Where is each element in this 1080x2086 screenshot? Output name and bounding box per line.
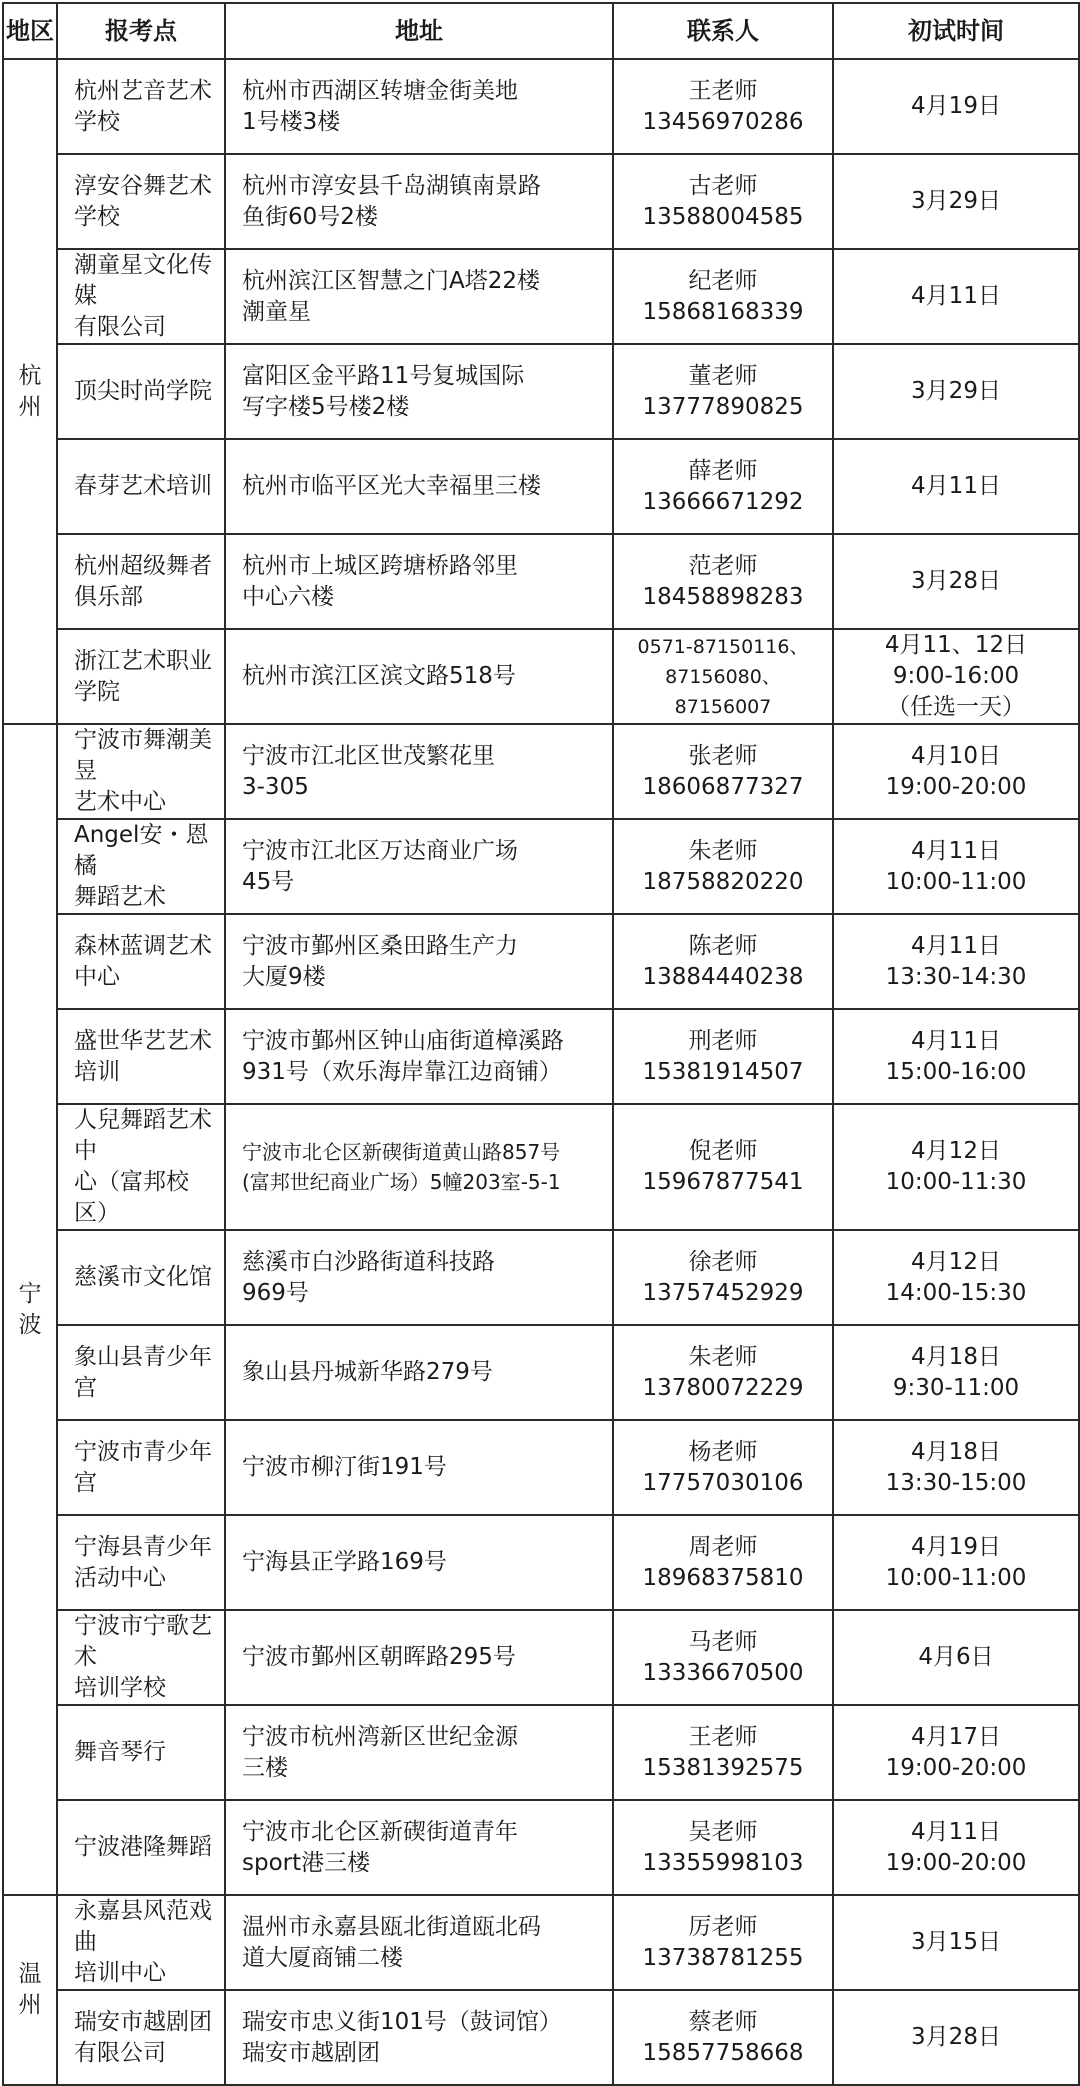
- address-cell: [225, 819, 613, 914]
- table-row: [3, 534, 1079, 629]
- region-cell: [3, 724, 57, 1895]
- address-line: 宁波市江北区万达商业广场: [242, 837, 518, 864]
- table-row: [3, 439, 1079, 534]
- contact-line: 陈老师: [688, 932, 758, 959]
- contact-line: 纪老师: [688, 267, 758, 294]
- contact-cell: [613, 534, 833, 629]
- contact-cell: [613, 1420, 833, 1515]
- address-line: 3-305: [242, 773, 309, 800]
- table-row: [3, 1009, 1079, 1104]
- table-row: [3, 59, 1079, 154]
- address-cell: [225, 59, 613, 154]
- time-line: 4月12日: [911, 1138, 1001, 1164]
- site-cell: [57, 1420, 225, 1515]
- time-line: 13:30-14:30: [885, 963, 1027, 990]
- time-line: 3月28日: [911, 568, 1001, 594]
- region-label: 宁波: [18, 1280, 42, 1338]
- contact-line: 87156080、87156007: [665, 665, 781, 718]
- header-time: 初试时间: [833, 3, 1079, 59]
- address-cell: [225, 1705, 613, 1800]
- time-cell: [833, 819, 1079, 914]
- site-line: 盛世华艺艺术: [74, 1027, 212, 1054]
- site-line: 俱乐部: [74, 583, 143, 610]
- address-cell: [225, 914, 613, 1009]
- contact-cell: [613, 439, 833, 534]
- contact-cell: [613, 59, 833, 154]
- time-line: 4月6日: [918, 1644, 994, 1670]
- contact-line: 徐老师: [688, 1248, 758, 1275]
- site-cell: [57, 1230, 225, 1325]
- contact-line: 13666671292: [642, 488, 804, 515]
- time-cell: [833, 1705, 1079, 1800]
- time-cell: [833, 1895, 1079, 1990]
- site-line: 中心: [74, 963, 120, 990]
- table-row: [3, 1104, 1079, 1230]
- contact-cell: [613, 1705, 833, 1800]
- address-line: 大厦9楼: [242, 963, 326, 990]
- contact-line: 15868168339: [642, 298, 804, 325]
- address-line: 杭州市西湖区转塘金街美地: [242, 77, 518, 104]
- site-line: 活动中心: [74, 1564, 166, 1591]
- contact-line: 王老师: [688, 77, 758, 104]
- contact-line: 18758820220: [642, 868, 804, 895]
- table-row: [3, 914, 1079, 1009]
- address-line: 杭州市滨江区滨文路518号: [242, 663, 516, 689]
- time-line: 9:30-11:00: [892, 1374, 1020, 1401]
- table-row: [3, 1515, 1079, 1610]
- contact-line: 刑老师: [688, 1027, 758, 1054]
- site-line: 有限公司: [74, 314, 166, 340]
- address-line: 宁波市鄞州区钟山庙街道樟溪路: [242, 1027, 564, 1054]
- site-line: 培训学校: [74, 1675, 166, 1701]
- time-line: 14:00-15:30: [885, 1279, 1027, 1306]
- site-line: 学校: [74, 108, 120, 135]
- time-line: 4月19日: [911, 1533, 1001, 1560]
- table-row: [3, 819, 1079, 914]
- time-line: 19:00-20:00: [885, 1849, 1027, 1876]
- time-line: 4月12日: [911, 1248, 1001, 1275]
- contact-line: 13780072229: [642, 1374, 804, 1401]
- address-cell: [225, 249, 613, 344]
- site-cell: [57, 1705, 225, 1800]
- site-cell: [57, 914, 225, 1009]
- site-line: Angel安・恩橘: [74, 822, 209, 879]
- contact-line: 范老师: [688, 552, 758, 579]
- contact-cell: [613, 1009, 833, 1104]
- time-cell: [833, 154, 1079, 249]
- contact-cell: [613, 154, 833, 249]
- contact-line: 18606877327: [642, 773, 804, 800]
- contact-line: 蔡老师: [688, 2008, 758, 2035]
- site-cell: [57, 629, 225, 724]
- address-line: 杭州滨江区智慧之门A塔22楼: [242, 267, 541, 294]
- contact-line: 13777890825: [642, 393, 804, 420]
- contact-cell: [613, 819, 833, 914]
- time-line: 4月18日: [911, 1438, 1001, 1465]
- time-line: 10:00-11:30: [885, 1169, 1027, 1195]
- site-cell: [57, 154, 225, 249]
- exam-sites-table: [2, 2, 1080, 2086]
- address-line: 宁波市北仑区新碶街道黄山路857号: [242, 1140, 561, 1164]
- time-cell: [833, 1515, 1079, 1610]
- contact-line: 15381914507: [642, 1058, 804, 1085]
- site-line: 浙江艺术职业: [74, 647, 212, 674]
- time-cell: [833, 1104, 1079, 1230]
- site-cell: [57, 1009, 225, 1104]
- contact-line: 厉老师: [688, 1913, 758, 1940]
- time-line: 10:00-11:00: [885, 1564, 1027, 1591]
- address-line: 杭州市上城区跨塘桥路邻里: [242, 552, 518, 579]
- table-row: [3, 1895, 1079, 1990]
- time-line: 4月11日: [911, 473, 1001, 499]
- contact-cell: [613, 629, 833, 724]
- site-cell: [57, 249, 225, 344]
- time-cell: [833, 344, 1079, 439]
- contact-cell: [613, 1325, 833, 1420]
- site-line: 森林蓝调艺术: [74, 932, 212, 959]
- address-cell: [225, 1610, 613, 1705]
- contact-line: 18458898283: [642, 583, 804, 610]
- site-line: 慈溪市文化馆: [74, 1264, 212, 1290]
- time-line: 13:30-15:00: [885, 1469, 1027, 1496]
- site-line: 瑞安市越剧团: [74, 2008, 212, 2035]
- site-line: 学院: [74, 678, 120, 705]
- address-line: 富阳区金平路11号复城国际: [242, 362, 525, 389]
- time-cell: [833, 1230, 1079, 1325]
- address-line: 宁波市江北区世茂繁花里: [242, 742, 495, 769]
- table-row: [3, 724, 1079, 819]
- contact-line: 朱老师: [688, 1343, 758, 1370]
- contact-line: 13588004585: [642, 203, 804, 230]
- site-line: 象山县青少年宫: [74, 1343, 212, 1401]
- time-line: 19:00-20:00: [885, 1754, 1027, 1781]
- address-line: 慈溪市白沙路街道科技路: [242, 1248, 495, 1275]
- table-row: [3, 1705, 1079, 1800]
- site-cell: [57, 724, 225, 819]
- table-row: [3, 1325, 1079, 1420]
- time-line: 15:00-16:00: [885, 1058, 1027, 1085]
- address-cell: [225, 534, 613, 629]
- address-line: sport港三楼: [242, 1849, 371, 1876]
- address-cell: [225, 344, 613, 439]
- contact-cell: [613, 249, 833, 344]
- site-line: 学校: [74, 203, 120, 230]
- site-cell: [57, 59, 225, 154]
- site-line: 艺术中心: [74, 789, 166, 815]
- address-line: (富邦世纪商业广场）5幢203室-5-1: [242, 1170, 561, 1194]
- time-cell: [833, 914, 1079, 1009]
- contact-line: 13757452929: [642, 1279, 804, 1306]
- time-cell: [833, 249, 1079, 344]
- site-line: 杭州超级舞者: [74, 552, 212, 579]
- address-cell: [225, 1230, 613, 1325]
- address-line: 宁波市柳汀街191号: [242, 1454, 447, 1480]
- time-cell: [833, 59, 1079, 154]
- address-cell: [225, 1104, 613, 1230]
- site-cell: [57, 1895, 225, 1990]
- table-row: [3, 249, 1079, 344]
- time-line: 3月15日: [911, 1929, 1001, 1955]
- site-line: 宁波市青少年宫: [74, 1438, 212, 1496]
- contact-cell: [613, 1800, 833, 1895]
- contact-cell: [613, 1990, 833, 2085]
- contact-line: 薛老师: [688, 457, 758, 484]
- contact-cell: [613, 1610, 833, 1705]
- time-cell: [833, 534, 1079, 629]
- contact-line: 张老师: [688, 742, 758, 769]
- contact-cell: [613, 1895, 833, 1990]
- site-line: 宁波港隆舞蹈: [74, 1834, 212, 1860]
- region-cell: [3, 1895, 57, 2085]
- time-cell: [833, 1420, 1079, 1515]
- contact-line: 13456970286: [642, 108, 804, 135]
- site-line: 培训中心: [74, 1960, 166, 1986]
- table-row: [3, 1990, 1079, 2085]
- site-cell: [57, 534, 225, 629]
- address-cell: [225, 1009, 613, 1104]
- time-cell: [833, 1009, 1079, 1104]
- header-address: 地址: [225, 3, 613, 59]
- address-line: 969号: [242, 1279, 309, 1306]
- site-line: 永嘉县风范戏曲: [74, 1898, 212, 1955]
- address-cell: [225, 439, 613, 534]
- time-cell: [833, 439, 1079, 534]
- address-cell: [225, 724, 613, 819]
- address-line: 瑞安市越剧团: [242, 2039, 380, 2066]
- site-cell: [57, 344, 225, 439]
- address-line: 杭州市淳安县千岛湖镇南景路: [242, 172, 541, 199]
- header-contact: 联系人: [613, 3, 833, 59]
- table-row: [3, 629, 1079, 724]
- site-cell: [57, 1610, 225, 1705]
- address-line: 象山县丹城新华路279号: [242, 1359, 493, 1385]
- address-line: 宁海县正学路169号: [242, 1549, 447, 1575]
- contact-cell: [613, 1230, 833, 1325]
- contact-cell: [613, 1104, 833, 1230]
- time-line: 3月28日: [911, 2024, 1001, 2050]
- address-cell: [225, 154, 613, 249]
- address-line: 杭州市临平区光大幸福里三楼: [242, 473, 541, 499]
- table-header-row: [3, 3, 1079, 59]
- time-line: 4月17日: [911, 1723, 1001, 1750]
- time-cell: [833, 724, 1079, 819]
- site-line: 舞音琴行: [74, 1739, 166, 1765]
- time-cell: [833, 1325, 1079, 1420]
- address-line: 三楼: [242, 1754, 288, 1781]
- time-cell: [833, 1610, 1079, 1705]
- site-line: 宁海县青少年: [74, 1533, 212, 1560]
- contact-line: 董老师: [688, 362, 758, 389]
- contact-line: 13355998103: [642, 1849, 804, 1876]
- site-cell: [57, 1325, 225, 1420]
- time-line: 3月29日: [911, 188, 1001, 214]
- site-line: 杭州艺音艺术: [74, 77, 212, 104]
- address-line: 温州市永嘉县瓯北街道瓯北码: [242, 1913, 541, 1940]
- site-line: 有限公司: [74, 2039, 166, 2066]
- contact-line: 13336670500: [642, 1659, 804, 1686]
- site-cell: [57, 1990, 225, 2085]
- address-line: 931号（欢乐海岸靠江边商铺）: [242, 1058, 562, 1085]
- site-line: 顶尖时尚学院: [74, 378, 212, 404]
- time-line: 4月11、12日: [884, 632, 1028, 658]
- address-line: 写字楼5号楼2楼: [242, 393, 410, 420]
- address-cell: [225, 1990, 613, 2085]
- header-site: 报考点: [57, 3, 225, 59]
- site-line: 培训: [74, 1058, 120, 1085]
- contact-cell: [613, 344, 833, 439]
- site-cell: [57, 1800, 225, 1895]
- contact-line: 13738781255: [642, 1944, 804, 1971]
- site-line: 心（富邦校区）: [74, 1169, 189, 1226]
- contact-line: 杨老师: [688, 1438, 758, 1465]
- contact-line: 15381392575: [642, 1754, 804, 1781]
- address-line: 潮童星: [242, 298, 311, 325]
- time-cell: [833, 1800, 1079, 1895]
- time-line: 9:00-16:00: [892, 663, 1020, 689]
- time-line: 4月10日: [911, 742, 1001, 769]
- address-cell: [225, 1515, 613, 1610]
- contact-line: 18968375810: [642, 1564, 804, 1591]
- contact-line: 15967877541: [642, 1169, 804, 1195]
- contact-line: 朱老师: [688, 837, 758, 864]
- address-cell: [225, 1800, 613, 1895]
- region-label: 温州: [18, 1961, 42, 2018]
- table-row: [3, 1610, 1079, 1705]
- site-line: 宁波市舞潮美昱: [74, 727, 212, 784]
- address-line: 瑞安市忠义街101号（鼓词馆）: [242, 2008, 562, 2035]
- time-cell: [833, 629, 1079, 724]
- contact-line: 0571-87150116、: [637, 635, 809, 658]
- address-line: 中心六楼: [242, 583, 334, 610]
- address-line: 宁波市鄞州区朝晖路295号: [242, 1644, 516, 1670]
- time-line: 4月11日: [911, 1027, 1001, 1054]
- address-line: 鱼街60号2楼: [242, 203, 378, 230]
- site-line: 淳安谷舞艺术: [74, 172, 212, 199]
- contact-line: 周老师: [688, 1533, 758, 1560]
- table-body: [3, 59, 1079, 2085]
- site-line: 潮童星文化传媒: [74, 252, 212, 309]
- address-cell: [225, 1895, 613, 1990]
- time-line: 4月18日: [911, 1343, 1001, 1370]
- contact-line: 古老师: [688, 172, 758, 199]
- table-row: [3, 1230, 1079, 1325]
- contact-line: 倪老师: [688, 1138, 758, 1164]
- region-label: 杭州: [18, 362, 42, 420]
- time-line: 19:00-20:00: [885, 773, 1027, 800]
- address-line: 宁波市杭州湾新区世纪金源: [242, 1723, 518, 1750]
- header-region: 地区: [3, 3, 57, 59]
- address-cell: [225, 1420, 613, 1515]
- address-line: 1号楼3楼: [242, 108, 341, 135]
- time-line: 4月11日: [911, 1818, 1001, 1845]
- address-cell: [225, 1325, 613, 1420]
- contact-line: 15857758668: [642, 2039, 804, 2066]
- contact-line: 13884440238: [642, 963, 804, 990]
- address-line: 宁波市北仑区新碶街道青年: [242, 1818, 518, 1845]
- region-cell: [3, 59, 57, 724]
- site-cell: [57, 439, 225, 534]
- contact-line: 王老师: [688, 1723, 758, 1750]
- contact-line: 马老师: [688, 1628, 758, 1655]
- time-line: 3月29日: [911, 378, 1001, 404]
- table-row: [3, 1800, 1079, 1895]
- time-line: 4月11日: [911, 837, 1001, 864]
- address-line: 宁波市鄞州区桑田路生产力: [242, 932, 518, 959]
- site-line: 舞蹈艺术: [74, 884, 166, 910]
- site-line: 人兒舞蹈艺术中: [74, 1107, 212, 1164]
- address-cell: [225, 629, 613, 724]
- time-line: 4月19日: [911, 93, 1001, 119]
- site-cell: [57, 819, 225, 914]
- address-line: 45号: [242, 868, 295, 895]
- table-row: [3, 344, 1079, 439]
- address-line: 道大厦商铺二楼: [242, 1944, 403, 1971]
- contact-cell: [613, 914, 833, 1009]
- contact-cell: [613, 1515, 833, 1610]
- site-cell: [57, 1104, 225, 1230]
- table-row: [3, 1420, 1079, 1515]
- time-line: 10:00-11:00: [885, 868, 1027, 895]
- contact-cell: [613, 724, 833, 819]
- time-line: （任选一天）: [887, 694, 1025, 720]
- contact-line: 吴老师: [688, 1818, 758, 1845]
- site-cell: [57, 1515, 225, 1610]
- table-row: [3, 154, 1079, 249]
- time-line: 4月11日: [911, 932, 1001, 959]
- time-line: 4月11日: [911, 283, 1001, 309]
- contact-line: 17757030106: [642, 1469, 804, 1496]
- time-cell: [833, 1990, 1079, 2085]
- site-line: 春芽艺术培训: [74, 473, 212, 499]
- site-line: 宁波市宁歌艺术: [74, 1613, 212, 1670]
